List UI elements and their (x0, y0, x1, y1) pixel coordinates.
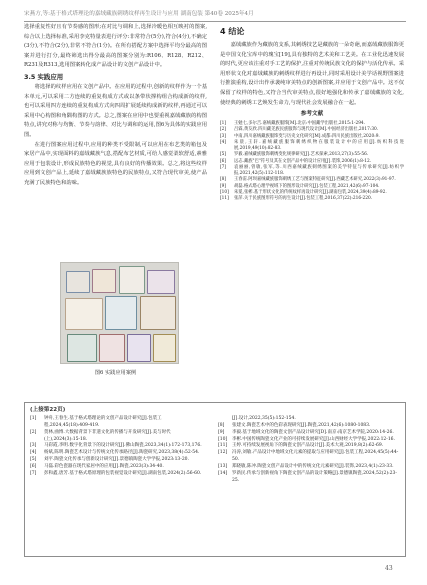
reference-entry (30, 471, 204, 478)
reference-entry (30, 457, 204, 464)
reference-entry (218, 423, 400, 430)
reference-entry (218, 464, 400, 471)
reference-text: 刘平.陶瓷文化传承与创新设计研究[J].景德镇陶瓷大学学报,2023:13-20. (44, 457, 189, 463)
reference-text: 远志.藏族"巴"符号及其在文创产品中的设计应用[J].装饰,2006(1):8-12. (234, 158, 372, 164)
reference-entry (30, 416, 204, 430)
reference-number: [4] (220, 139, 227, 145)
reference-text: 贺林,曲博.大数据背景下非遗文化的传播与开发研究[J].美与时代(上),2024(3):15-18. (44, 429, 171, 442)
reference-text: 张萍.关于民族图形符号的再生设计[J].包装工程,2016,37(22):216-220. (234, 196, 373, 202)
reference-text: 张建文.陶瓷艺术中的色彩表现研究[J].陶瓷,2021,42(6):1080-1083. (232, 422, 371, 428)
reference-text: 罗毅.嘉绒藏族服饰刺绣变化规律研究[J].艺术探索,2013,27(3):55-56. (234, 152, 369, 158)
reference-text: 马磊.彩色瓷器在现代家居中的应用[J].陶瓷,2023(3):34-40. (44, 463, 164, 469)
reference-entry (218, 450, 400, 464)
section-3-5-paragraph-1: 将选择的纹样应用在文创产品中。在应用的过程中,创新的纹样作为一个基本单元,可以采用二方连续的重复构成方式或以条带状撑构组合构成新的纹样,也可以采用四方连续的重复构成方式向四周扩展延续构成新的纹样,再通过可以采用中心构图和角隅构图的方式。总之,图案在应用中也要重视嘉绒藏族的构图特点,讲究对称与均衡、节奏与韵律、对比与调和的运用,图6为具体的实践应用图。 (24, 83, 207, 138)
reference-text: 李彬.中国传统陶瓷文化产业的可持续发展研究[J].山西财经大学学报,2022:12-16. (232, 436, 395, 442)
reference-entry (30, 430, 204, 444)
reference-text: 王春雷.阿坝嘉绒藏族服饰刺绣工艺与图案特征研究[J].西藏艺术研究,2022(3):91-97. (234, 177, 396, 183)
continued-references-right (218, 416, 400, 484)
reference-number: [7] (30, 470, 37, 476)
reference-entry (218, 416, 400, 423)
reference-text: 朱冕,张彬.基于形状文化的传统纹样再设计研究[J].湖南包装,2024,39(4):89-92. (234, 189, 387, 195)
scarf-product (65, 298, 103, 330)
reference-entry (220, 196, 404, 202)
pillow-product (66, 271, 90, 293)
reference-entry (220, 165, 404, 178)
reference-entry (218, 430, 400, 437)
section-3-5-paragraph-2: 在进行图案应用过程中,应用的种类不受限制,可以应用在布艺类的箱包及家居产品中,实现面料的嘉绒藏族气息,搭配布艺材质,可给人感觉柔软舒适,素雅应用于包装设计,形成民族特色的视觉,具有良好的传播效果。总之,将这些纹样应用到文创产品上,延续了嘉绒藏族族特色的民族特点,又符合现代审美,使产品充满了民族特色和韵味。 (24, 141, 207, 186)
page-number: 43 (385, 565, 393, 572)
reference-text: 马彩霞,李明.数字化背景下的设计研究[J].佛山陶瓷,2023,34(1):172-173,176. (44, 443, 202, 449)
reference-number: [2] (220, 127, 227, 133)
right-column (220, 23, 404, 202)
reference-number: [12] (218, 450, 228, 456)
reference-number: [2] (30, 429, 37, 435)
conclusion-heading: 4 结论 (220, 27, 245, 36)
package-product (67, 334, 97, 362)
reference-text: 杨斌,陈明.陶瓷艺术设计与传统文化传承路径[J].陶瓷研究,2023,38(4):52-54. (44, 450, 200, 456)
reference-text: 彭和鑫,唐芳.基于格式塔原理的包装视觉设计研究[J].湖南包装,2024(2):56-60. (44, 470, 202, 476)
intro-paragraph: 选择重复性好且有节奏感的图形;在对比与调和上,选择冷暖色相互映衬的图案,综合以上选择标准,采用李克特量表进行评分:非常符合(5分),符合(4分),不确定(3分),不符合(2分),非常不符合(1分)。在所有搭配方案中选择平均分最高的图案并进行打分,最终筛选出得分最高的图案分别为:R106、R128、R212、R231及R313,选用图案转化成产品设计的文创产品设计中。 (24, 24, 207, 69)
package-product (127, 334, 151, 362)
reference-number: [13] (218, 463, 228, 469)
reference-text: 朱晨,王轩.嘉绒藏族服饰刺绣织物在服装设计中的应用[J].纺织科技进展,2019,49(10):82-83. (234, 139, 404, 152)
reference-number: [11] (218, 443, 228, 449)
conclusion-paragraph: 嘉绒藏族作为藏族的支系,其刺绣技艺是藏族的一朵奇葩,而嘉绒藏族服饰更是中国文化宝库中的瑰宝[19],具有独特的艺术美和工艺美。在工业化迅速发展的时代,更应该注重对手工艺的保护,注重对传统民族文化的保护与活化传承。采用形状文化对嘉绒藏族的刺绣纹样进行再设计,同时采用设计美学话视野图案进行推演重构,设计出作承袭纯审美特点的创新图案,并应用于文创产品中。这不仅保留了纹样的特色,又符合当代审美特点,很好地强化和传承了嘉绒藏族的文化,使经典的刺绣工艺焕发生命力,与现代社会发展融合在一起。 (220, 42, 404, 106)
reference-number: [6] (30, 463, 37, 469)
reference-number: [3] (220, 133, 227, 139)
reference-text: 中南,四川嘉绒藏族服饰变与历史文化研究[M].成都:四川民族出版社,2020:9. (234, 133, 380, 139)
reference-number: [5] (220, 152, 227, 158)
reference-number: [4] (30, 450, 37, 456)
reference-number: [8] (220, 177, 227, 183)
figure-caption: 图6 实践应用案例 (94, 370, 137, 376)
reference-number: [6] (220, 158, 227, 164)
continued-references-left (30, 416, 204, 478)
reference-text: 李毅.基于地域文化的陶瓷文创产品设计研究[D].南京:南京艺术学院,2020:14-26. (232, 429, 394, 435)
header-divider (24, 21, 406, 22)
reference-number: [14] (218, 470, 228, 476)
reference-number: [10] (220, 189, 229, 195)
reference-entry (218, 471, 400, 485)
reference-number: [1] (220, 121, 227, 127)
pillow-product (147, 270, 175, 294)
practice-application-figure (60, 262, 179, 364)
reference-number: [1] (30, 416, 37, 421)
section-3-5-heading: 3.5 实践应用 (24, 72, 64, 81)
package-product (99, 334, 125, 362)
pillow-product (92, 269, 116, 293)
reference-text: 吕霖,黄友欣.四川藏羌族民族服饰与现代设计[M].中国经济出版社,2017:30. (234, 127, 379, 133)
reference-text: 王勉七,多尔吉.嘉绒藏族服饰[M].北京:中国藏学出版社,2015:1-294. (234, 121, 366, 127)
reference-number (218, 416, 232, 423)
reference-text: 胡磊.格式塔心理学视域下的图形设计研究[J].包装工程,2021,42(6):97-104. (234, 183, 380, 189)
reference-number: [7] (220, 164, 227, 170)
tote-bag-product (119, 266, 145, 294)
reference-text: 钟舟,王春生.基于格式塔理论的文创产品设计研究[J].包装工程,2024,45(18):409-419. (44, 416, 162, 428)
reference-number: [5] (30, 457, 37, 463)
reference-number: [11] (220, 196, 229, 202)
reference-number: [9] (220, 183, 227, 189)
reference-number: [10] (218, 436, 228, 442)
reference-number: [8] (218, 422, 225, 428)
reference-text: 郑晓敏,陈冲.陶瓷文创产品设计中的传统文化元素研究[J].装饰,2023,4(1):23-33. (232, 463, 394, 469)
reference-text: 冯涛,刘敏.产品设计中地域文化元素的提取与应用研究[J].包装工程,2024,45(5):44-50. (232, 450, 399, 463)
left-column (24, 23, 207, 189)
reference-text: 王婷.可持续发展视角下的陶瓷文创产品设计[J].美术大观,2019,8(2):62-69. (232, 443, 384, 449)
reference-entry (30, 464, 204, 471)
package-product (153, 334, 176, 362)
running-header: 宋燕方,等:基于格式塔理论的嘉绒藏族刺绣纹样再生设计与应用 湖南包装 第40卷 2025年4月 (24, 11, 254, 17)
references-title: 参考文献 (300, 111, 324, 118)
reference-text: [J].设计,2022,35(5):152-154. (232, 416, 296, 421)
references-list (220, 121, 404, 202)
cushion-product (105, 296, 137, 330)
reference-text: 袁丽丽,曾敏,张军,等.川西嘉绒藏族刺绣图案的美学特征与传承研究[J].纺织学报,2021,42(5):112-118. (234, 164, 404, 177)
reference-entry (220, 140, 404, 153)
reference-text: 罗新民.传承与创新视角下陶瓷文创产品的设计策略[J].景德镇陶瓷,2024,52(2):23-25. (232, 470, 397, 483)
reference-number: [3] (30, 443, 37, 449)
reference-number: [9] (218, 429, 225, 435)
continued-label: (上接第22页) (30, 407, 66, 413)
bag-product (140, 296, 176, 330)
